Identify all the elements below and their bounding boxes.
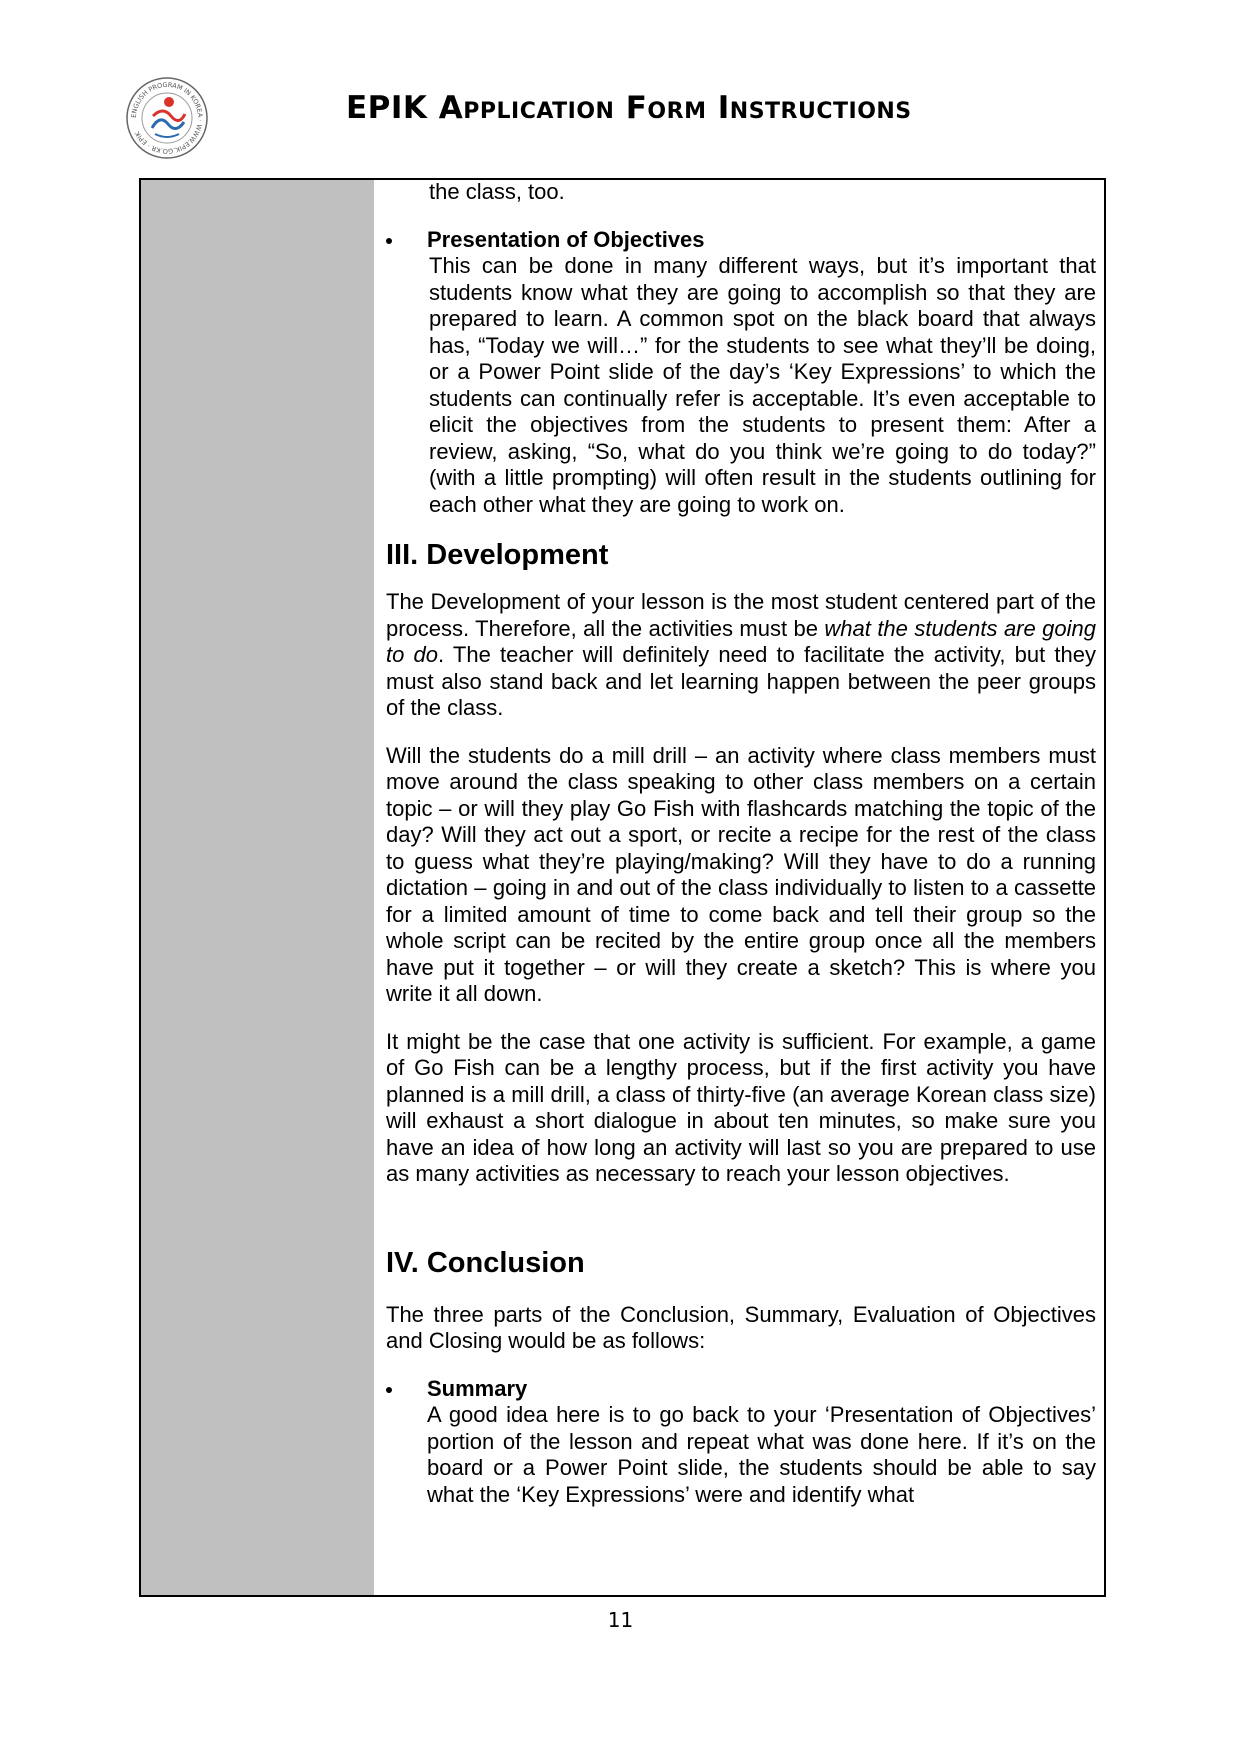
epik-logo [125, 76, 209, 160]
bullet-title-objectives: Presentation of Objectives [427, 226, 705, 252]
development-paragraph-3: It might be the case that one activity is sufficient. For example, a game of Go Fish can be a lengthy process, but if the first activity you have planned is a mill drill, a class of thirty-five (an average Korean class size) will exhaust a short dialogue in about ten minutes, so make sure you have an idea of how long an activity will last so you are prepared to use as many activities as necessary to reach your lesson objectives. [386, 1028, 1096, 1186]
logo-ring-text: ENGLISH PROGRAM IN KOREA · WWW.EPIK.GO.KR · EPIK [129, 80, 205, 156]
summary-text: A good idea here is to go back to your ‘Presentation of Objectives’ portion of the lesson and repeat what was done here. If it’s on the board or a Power Point slide, the students should be able to say what the ‘Key Expressions’ were and identify what [427, 1402, 1096, 1507]
bullet-dot [386, 238, 392, 244]
bullet-dot [386, 1387, 392, 1393]
continuation-text: the class, too. [429, 179, 565, 204]
bullet-summary [386, 1376, 1096, 1509]
bullet-title-summary: Summary [427, 1375, 528, 1401]
bullet-objectives [386, 227, 1096, 519]
conclusion-intro: The three parts of the Conclusion, Summary, Evaluation of Objectives and Closing would be as follows: [386, 1301, 1096, 1353]
development-p1-end: . The teacher will definitely need to facilitate the activity, but they must also stand back and let learning happen between the peer groups of the class. [386, 642, 1096, 720]
development-paragraph-2: Will the students do a mill drill – an activity where class members must move around the class speaking to other class members on a certain topic – or will they play Go Fish with flashcards matching the topic of the day? Will they act out a sport, or recite a recipe for the rest of the class to guess what they’re playing/making? Will they have to do a running dictation – going in and out of the class individually to listen to a cassette for a limited amount of time to come back and tell their group so the whole script can be recited by the entire group once all the members have put it together – or will they create a sketch? This is where you write it all down. [386, 742, 1096, 1006]
development-paragraph-1 [386, 589, 1096, 722]
page-title: EPIK Application Form Instructions [346, 90, 912, 126]
content-column [386, 180, 1096, 1508]
section-heading-conclusion: IV. Conclusion [386, 1246, 585, 1279]
page-number: 11 [607, 1608, 634, 1632]
content-frame [139, 178, 1106, 1597]
section-heading-development: III. Development [386, 539, 609, 571]
objectives-text: This can be done in many different ways, but it’s important that students know what they are going to accomplish so that they are prepared to learn. A common spot on the black board that always has, “Today we will…” for the students to see what they’ll be doing, or a Power Point slide of the day’s ‘Key Expressions’ to which the students can continually refer is acceptable. It’s even acceptable to elicit the objectives from the students to present them: After a review, asking, “So, what do you think we’re going to do today?” (with a little prompting) will often result in the students outlining for each other what they are going to work on. [429, 253, 1096, 517]
left-shaded-column [141, 180, 374, 1595]
development-p1-emphasis: what the students are going to do [386, 615, 1097, 667]
development-p1-start: The Development of your lesson is the most student centered part of the process. Therefore, all the activities must be [386, 589, 1096, 641]
